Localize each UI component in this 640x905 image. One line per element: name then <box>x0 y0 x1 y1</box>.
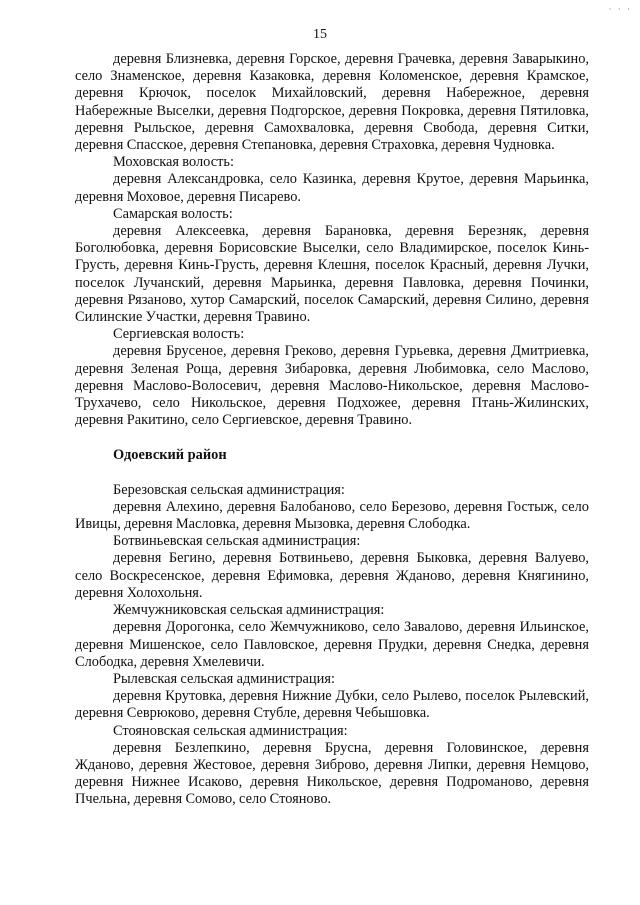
section-label-samarskaya: Самарская волость: <box>113 205 233 222</box>
paragraph: деревня Александровка, село Казинка, деревня Крутое, деревня Марьинка, деревня Моховое, деревня Писарево. <box>75 171 589 205</box>
section-label-mokhovskaya: Моховская волость: <box>113 154 234 171</box>
section-label-rylevskaya: Рылевская сельская администрация: <box>113 670 335 687</box>
paragraph: деревня Близневка, деревня Горское, деревня Грачевка, деревня Заварыкино, село Знаменское, деревня Казаковка, деревня Коломенское, деревня Крамское, деревня Крючок, поселок Михайловский, деревня Набережное, деревня Набережные Выселки, деревня Подгорское, деревня Покровка, деревня Пятиловка, деревня Рыльское, деревня Самохваловка, деревня Свобода, деревня Ситки, деревня Спасское, деревня Степановка, деревня Страховка, деревня Чудновка. <box>75 51 589 154</box>
paragraph: деревня Брусеное, деревня Греково, деревня Гурьевка, деревня Дмитриевка, деревня Зеленая Роща, деревня Зибаровка, деревня Любимовка, село Маслово, деревня Маслово-Волосевич, деревня Маслово-Никольское, деревня Маслово-Трухачево, село Никольское, деревня Подхожее, деревня Птань-Жилинских, деревня Ракитино, село Сергиевское, деревня Травино. <box>75 343 589 429</box>
section-label-stoyanovskaya: Стояновская сельская администрация: <box>113 722 348 739</box>
paragraph: деревня Алексеевка, деревня Барановка, деревня Березняк, деревня Боголюбовка, деревня Борисовские Выселки, село Владимирское, поселок Кинь-Грусть, деревня Кинь-Грусть, деревня Клешня, поселок Красный, деревня Лучки, поселок Лучанский, деревня Марьинка, деревня Павловка, деревня Починки, деревня Рязаново, хутор Самарский, поселок Самарский, деревня Силино, деревня Силинские Участки, деревня Травино. <box>75 223 589 326</box>
paragraph: деревня Дорогонка, село Жемчужниково, село Завалово, деревня Ильинское, деревня Мишенское, село Павловское, деревня Прудки, деревня Снедка, деревня Слободка, деревня Хмелевичи. <box>75 619 589 670</box>
section-label-berezovskaya: Березовская сельская администрация: <box>113 481 345 498</box>
paragraph: деревня Крутовка, деревня Нижние Дубки, село Рылево, поселок Рылевский, деревня Севрюково, деревня Стубле, деревня Чебышовка. <box>75 688 589 722</box>
paragraph: деревня Бегино, деревня Ботвиньево, деревня Быковка, деревня Валуево, село Воскресенское, деревня Ефимовка, деревня Жданово, деревня Княгинино, деревня Холохольня. <box>75 550 589 601</box>
paragraph: деревня Алехино, деревня Балобаново, село Березово, деревня Гостыж, село Ивицы, деревня Масловка, деревня Мызовка, деревня Слободка. <box>75 498 589 533</box>
district-heading: Одоевский район <box>113 447 227 464</box>
page-body <box>75 51 589 809</box>
section-label-botvinevskaya: Ботвиньевская сельская администрация: <box>113 533 361 550</box>
page-number: 15 <box>313 27 327 42</box>
scan-edge-mark: · · · <box>608 4 632 14</box>
section-label-zhemchuzhnikovskaya: Жемчужниковская сельская администрация: <box>113 602 385 619</box>
paragraph: деревня Безлепкино, деревня Брусна, деревня Головинское, деревня Жданово, деревня Жестовое, деревня Зиброво, деревня Липки, деревня Немцово, деревня Нижнее Исаково, деревня Никольское, деревня Подроманово, деревня Пчельна, деревня Сомово, село Стояново. <box>75 739 589 808</box>
section-label-sergievskaya: Сергиевская волость: <box>113 326 245 343</box>
